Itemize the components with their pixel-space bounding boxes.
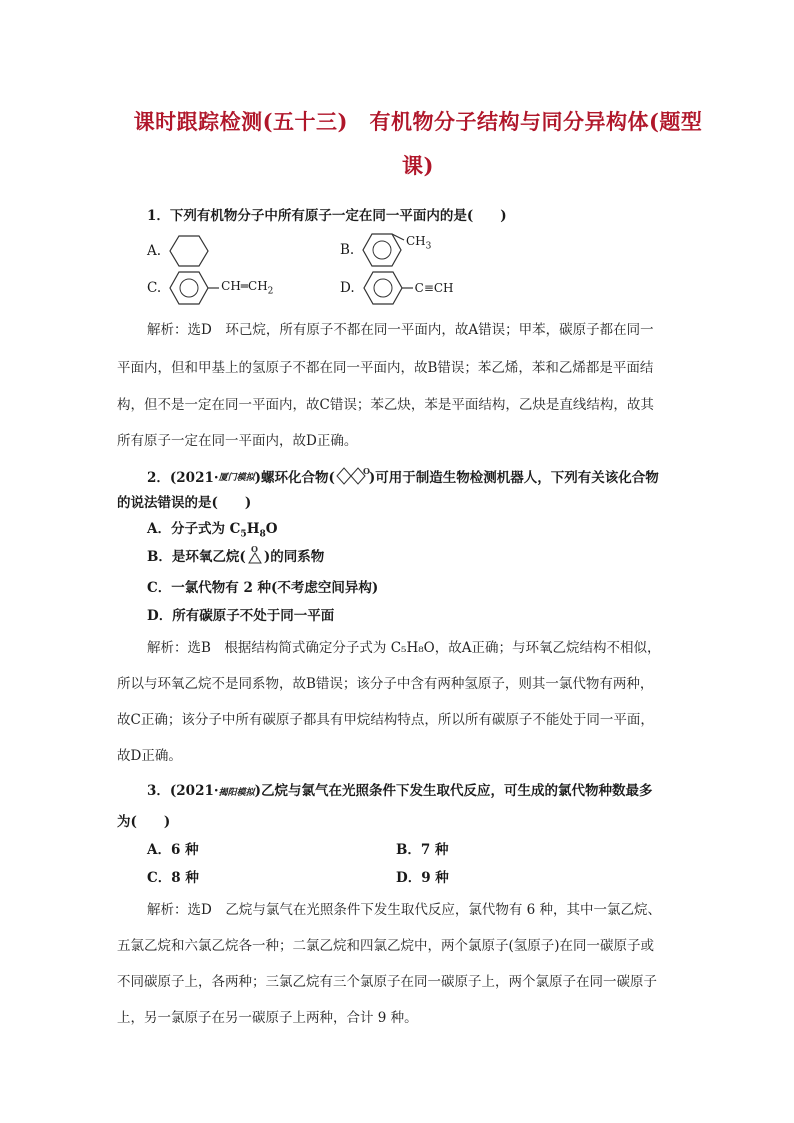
q1-ch-ch2-text: CH═CH — [221, 279, 268, 294]
q3-prefix: 3．(2021· — [147, 783, 219, 799]
cyclohexane-structure-icon — [169, 234, 209, 268]
q1-option-b[interactable] — [340, 232, 462, 268]
q1-option-d-label: D. — [340, 280, 355, 296]
q1-option-c[interactable] — [147, 270, 273, 306]
q3-option-c[interactable]: C．8 种 — [147, 870, 199, 886]
q3-stem-line1 — [147, 779, 652, 799]
spiro-compound-structure-icon — [335, 466, 369, 486]
q2-option-c[interactable]: C．一氯代物有 2 种(不考虑空间异构) — [147, 580, 379, 596]
q2-option-a-sub2: 8 — [259, 529, 266, 540]
q2-mid: )螺环化合物( — [254, 470, 335, 486]
q2-option-b-post: )的同系物 — [263, 549, 325, 565]
q2-source: 厦门模拟 — [218, 472, 255, 483]
q3-stem1: )乙烷与氯气在光照条件下发生取代反应，可生成的氯代物种数最多 — [254, 783, 653, 799]
q1-option-d[interactable] — [340, 270, 454, 306]
q1-ch3-sub: 3 — [425, 241, 432, 252]
q2-option-b-pre: B．是环氧乙烷( — [147, 549, 246, 565]
q3-analysis-line3: 不同碳原子上，各两种；三氯乙烷有三个氯原子在同一碳原子上，两个氯原子在同一碳原子 — [117, 974, 657, 990]
q2-option-a-sub1: 5 — [240, 529, 247, 540]
q3-option-d[interactable]: D．9 种 — [396, 870, 449, 886]
q2-option-b[interactable] — [147, 545, 324, 565]
q1-c-ch-text: C≡CH — [414, 281, 454, 295]
q1-option-b-label: B. — [340, 242, 355, 258]
q2-analysis-line4: 故D正确。 — [117, 748, 182, 764]
q3-source: 揭阳模拟 — [218, 788, 255, 798]
q2-option-a-h: H — [246, 521, 260, 537]
q2-stem-line2: 的说法错误的是( ) — [117, 495, 252, 511]
page-title-line2: 课) — [402, 153, 434, 178]
q2-prefix: 2．(2021· — [147, 470, 219, 486]
q1-stem: 1．下列有机物分子中所有原子一定在同一平面内的是( ) — [147, 208, 507, 224]
q1-analysis-line3: 构，但不是一定在同一平面内，故C错误；苯乙炔，苯是平面结构，乙炔是直线结构，故其 — [117, 397, 654, 413]
q3-analysis-line4: 上，另一氯原子在另一碳原子上两种，合计 9 种。 — [117, 1010, 418, 1026]
q1-ch3-text: CH — [406, 234, 426, 248]
q2-suffix: )可用于制造生物检测机器人，下列有关该化合物 — [368, 470, 659, 486]
svg-text:O: O — [362, 466, 370, 476]
page-title-line1: 课时跟踪检测(五十三) 有机物分子结构与同分异构体(题型 — [133, 109, 703, 134]
q1-option-a-label: A. — [147, 243, 162, 259]
q1-analysis-line4: 所有原子一定在同一平面内，故D正确。 — [117, 433, 358, 449]
q1-ch2-sub: 2 — [267, 286, 274, 297]
q1-option-a[interactable] — [147, 234, 209, 268]
styrene-structure-icon — [169, 270, 219, 306]
q2-analysis-line1: 解析：选B 根据结构简式确定分子式为 C₅H₈O，故A正确；与环氧乙烷结构不相似， — [147, 640, 661, 656]
q2-analysis-line3: 故C正确；该分子中所有碳原子都具有甲烷结构特点，所以所有碳原子不能处于同一平面， — [117, 712, 654, 728]
q1-analysis-line2: 平面内，但和甲基上的氢原子不都在同一平面内，故B错误；苯乙烯，苯和乙烯都是平面结 — [117, 360, 654, 376]
phenylacetylene-structure-icon — [363, 270, 413, 306]
epoxide-structure-icon — [246, 545, 264, 565]
q1-option-c-label: C. — [147, 280, 162, 296]
q3-stem-line2: 为( ) — [117, 814, 171, 830]
q2-option-a-o: O — [265, 521, 278, 537]
q2-option-a[interactable] — [147, 517, 277, 540]
q2-option-a-text: A．分子式为 C — [147, 521, 241, 537]
q3-option-b[interactable]: B．7 种 — [396, 842, 449, 858]
q3-analysis-line2: 五氯乙烷和六氯乙烷各一种；二氯乙烷和四氯乙烷中，两个氯原子(氢原子)在同一碳原子或 — [117, 938, 655, 954]
q2-option-d[interactable]: D．所有碳原子不处于同一平面 — [147, 608, 335, 624]
q3-analysis-line1: 解析：选D 乙烷与氯气在光照条件下发生取代反应，氯代物有 6 种，其中一氯乙烷、 — [147, 902, 661, 918]
q1-analysis-line1: 解析：选D 环己烷，所有原子不都在同一平面内，故A错误；甲苯，碳原子都在同一 — [147, 322, 654, 338]
q2-stem-line1 — [147, 466, 659, 486]
q3-option-a[interactable]: A．6 种 — [147, 842, 199, 858]
svg-text:O: O — [250, 544, 258, 554]
q2-analysis-line2: 所以与环氧乙烷不是同系物，故B错误；该分子中含有两种氢原子，则其一氯代物有两种， — [117, 676, 654, 692]
